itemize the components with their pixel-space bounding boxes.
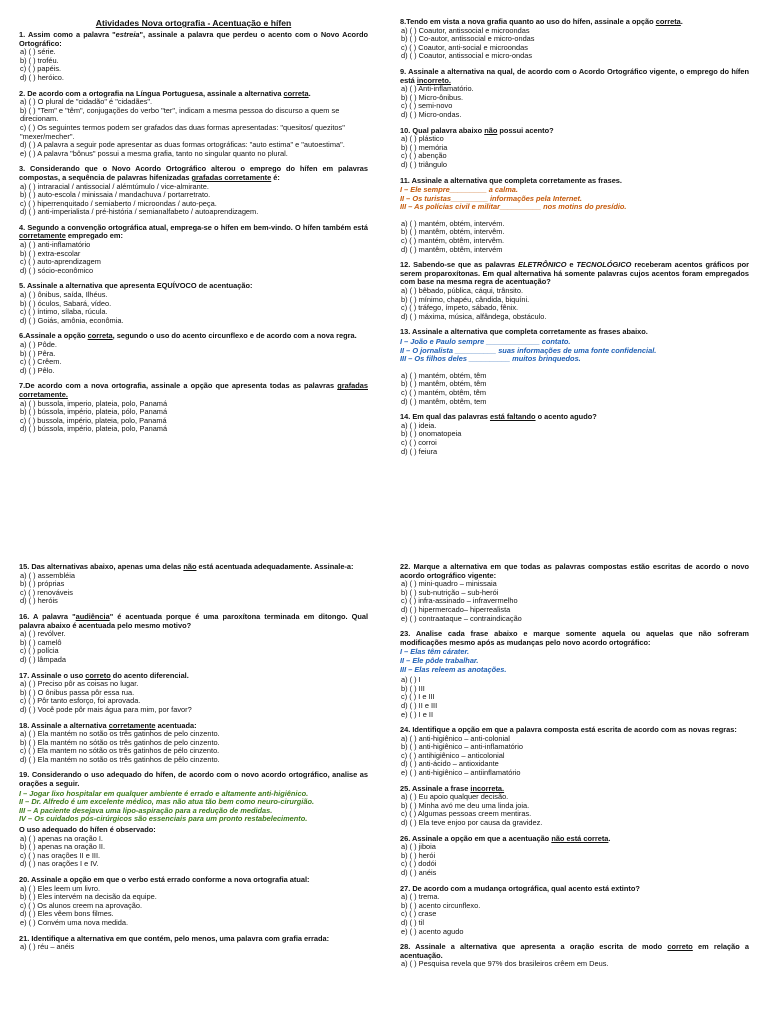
option-c[interactable]: c) ( ) Crêem. — [20, 357, 62, 367]
option-a[interactable]: a) ( ) réu – anéis — [20, 942, 75, 952]
option-a[interactable]: a) ( ) assembléia — [20, 570, 76, 580]
option-c[interactable]: c) ( ) mantém, obtêm, intervêm. — [401, 236, 505, 246]
option-a[interactable]: a) ( ) Pôde. — [20, 340, 57, 349]
option-a[interactable]: a) ( ) jiboia — [401, 842, 436, 852]
option-d[interactable]: d) ( ) Coautor, antissocial e micro-ondas — [401, 51, 533, 61]
column-bottom-left — [19, 563, 368, 959]
option-b[interactable]: b) ( ) mantêm, obtém, têm — [401, 379, 487, 389]
option-d[interactable]: d) ( ) Você pode pôr mais água para mim, por favor? — [20, 704, 192, 714]
option-c[interactable]: c) ( ) semi-novo — [401, 101, 453, 111]
option-a[interactable]: a) ( ) anti-higiênico – anti-colonial — [401, 733, 510, 743]
options — [400, 422, 749, 456]
option-e[interactable]: e) ( ) Convém uma nova medida. — [20, 917, 129, 927]
option-a[interactable]: a) ( ) Coautor, antissocial e microondas — [401, 25, 530, 35]
options — [400, 676, 749, 719]
option-b[interactable]: b) ( ) bússola, império, plateia, pólo, Panamá — [20, 407, 168, 417]
option-c[interactable]: c) ( ) I e III — [401, 692, 435, 702]
option-b[interactable]: b) ( ) Pêra. — [20, 348, 56, 358]
option-b[interactable]: b) ( ) Minha avó me deu uma linda joia. — [401, 800, 530, 810]
question-9: 9. Assinale a alternativa na qual, de acordo com o Acordo Ortográfico vigente, o emprego do hífen está incorreto. a) ( ) Anti-inflamatório. b) ( ) Micro-ônibus. c) ( ) semi-novo d) ( ) Micro-ondas. — [400, 66, 749, 119]
option-a[interactable]: a) ( ) Pesquisa revela que 97% dos brasileiros crêem em Deus. — [401, 959, 609, 969]
sentence: I – Jogar lixo hospitalar em qualquer ambiente é errado e altamente anti-higiênico. — [19, 788, 309, 798]
option-d[interactable]: d) ( ) mantêm, obtêm, intervém — [401, 244, 503, 254]
options — [400, 220, 749, 254]
question-21: 21. Identifique a alternativa em que contém, pelo menos, uma palavra com grafia errada: a) ( ) réu – anéis — [19, 935, 368, 952]
option-c[interactable]: c) ( ) Os alunos creem na aprovação. — [20, 900, 142, 910]
option-c[interactable]: c) ( ) hiperrenquitado / semiaberto / microondas / auto-peça. — [20, 198, 217, 208]
option-c[interactable]: c) ( ) polícia — [20, 646, 59, 656]
option-b[interactable]: b) ( ) memória — [401, 142, 448, 152]
option-d[interactable]: d) ( ) anéis — [401, 868, 437, 877]
question-1: 1. Assim como a palavra "estreia", assinale a palavra que perdeu o acento com o Novo Acordo Ortográfico: a) ( ) série. b) ( ) troféu. c) ( ) papéis. d) ( ) heróico. — [19, 30, 368, 82]
option-b[interactable]: b) ( ) sub-nutrição – sub-herói — [401, 587, 499, 597]
option-a[interactable]: a) ( ) bussola, imperio, plateia, polo, Panamá — [20, 398, 168, 408]
option-d[interactable]: d) ( ) Ela mantém no sotão os três gatinhos de pêlo cinzento. — [20, 754, 220, 764]
sentence: I – João e Paulo sempre _____________ contato. — [400, 337, 571, 346]
option-c[interactable]: c) ( ) Algumas pessoas creem mentiras. — [401, 809, 532, 819]
sentence: III – As polícias civil e militar__________ nos motins do presídio. — [400, 202, 627, 212]
option-b[interactable]: b) ( ) próprias — [20, 579, 65, 589]
option-a[interactable]: a) ( ) mantém, obtém, intervém. — [401, 218, 505, 228]
column-top-left — [19, 18, 368, 441]
option-d[interactable]: d) ( ) feiura — [401, 446, 438, 456]
options — [19, 291, 368, 325]
option-a[interactable]: a) ( ) Anti-inflamatório. — [401, 84, 474, 94]
option-b[interactable]: b) ( ) O ônibus passa pôr essa rua. — [20, 687, 135, 697]
option-b[interactable]: b) ( ) apenas na oração II. — [20, 842, 106, 852]
options — [19, 730, 368, 764]
option-e[interactable]: e) ( ) anti-higiênico – antiinflamatório — [401, 768, 521, 778]
options — [19, 183, 368, 217]
option-c[interactable]: c) ( ) papéis. — [20, 64, 62, 74]
sentence: II – Dr. Alfredo é um excelente médico, mas não atua tão bem como neuro-cirurgião. — [19, 797, 315, 807]
option-c[interactable]: c) ( ) abenção — [401, 151, 447, 161]
option-d[interactable]: d) ( ) heróis — [20, 596, 58, 606]
option-a[interactable]: a) ( ) Preciso pôr as coisas no lugar. — [20, 679, 139, 689]
question-10: 10. Qual palavra abaixo não possui acento? a) ( ) plástico b) ( ) memória c) ( ) abenção d) ( ) triângulo — [400, 127, 749, 170]
option-e[interactable]: e) ( ) contraataque – contraindicação — [401, 613, 522, 623]
option-a[interactable]: a) ( ) O plural de "cidadão" é "cidadães". — [20, 97, 153, 107]
sentence: III – Elas releem as anotações. — [400, 664, 507, 674]
options — [19, 572, 368, 606]
sentence: II – O jornalista __________ suas informações de uma fonte confidencial. — [400, 345, 657, 355]
option-c[interactable]: c) ( ) infra-assinado – infravermelho — [401, 596, 518, 606]
sentence: I – Ele sempre_________ a calma. — [400, 185, 518, 195]
options — [400, 85, 749, 119]
option-b[interactable]: b) ( ) "Tem" e "têm", conjugações do verbo "ter", indicam a mesma pessoa do discurso a quem se direcionam. — [20, 105, 340, 124]
option-d[interactable]: d) ( ) anti-imperialista / pré-história / semianalfabeto / autoaprendizagem. — [20, 207, 259, 217]
option-b[interactable]: b) ( ) Ela mantém no sótão os três gatinhos de pelo cinzento. — [20, 737, 220, 747]
options — [19, 835, 368, 869]
options — [400, 843, 749, 877]
option-d[interactable]: d) ( ) heróico. — [20, 72, 64, 82]
question-5: 5. Assinale a alternativa que apresenta EQUÍVOCO de acentuação: a) ( ) ônibus, saída, Ilhéus. b) ( ) óculos, Sabará, vídeo. c) ( ) íntimo, sílaba, rúcula. d) ( ) Goiás, amônia, econômia. — [19, 282, 368, 325]
option-b[interactable]: b) ( ) extra-escolar — [20, 248, 81, 258]
options — [19, 885, 368, 928]
option-d[interactable]: d) ( ) II e III — [401, 700, 438, 710]
sentences — [400, 648, 749, 674]
options — [19, 341, 368, 375]
option-b[interactable]: b) ( ) acento circunflexo. — [401, 900, 481, 910]
question-13: 13. Assinale a alternativa que completa corretamente as frases abaixo. I – João e Paulo sempre _____________ contato. II – O jornalista __________ suas informações de uma fonte confidencial. III – Os filhos deles __________ muitos brinquedos. a) ( ) mantém, obtém, têm b) ( ) mantêm, obtém, têm c) ( ) mantém, obtêm, têm d) ( ) mantêm, obtêm, tem — [400, 328, 749, 406]
option-a[interactable]: a) ( ) intraracial / antissocial / alémtúmulo / vice-almirante. — [20, 181, 209, 191]
option-a[interactable]: a) ( ) plástico — [401, 134, 444, 144]
question-11: 11. Assinale a alternativa que completa corretamente as frases. I – Ele sempre_________ a calma. II – Os turistas_________ informações pela Internet. III – As polícias civil e militar__________ nos motins do presídio. a) ( ) mantém, obtém, intervém. b) ( ) mantêm, obtém, intervêm. c) ( ) mantém, obtêm, intervêm. d) ( ) mantêm, obtêm, intervém — [400, 177, 749, 255]
options — [400, 580, 749, 623]
question-7: 7.De acordo com a nova ortografia, assinale a opção que apresenta todas as palavras grafadas corretamente. a) ( ) bussola, imperio, plateia, polo, Panamá b) ( ) bússola, império, plateia, pólo, Panamá c) ( ) bussola, império, plateia, polo, Panamá d) ( ) bússola, império, plateia, polo, Panamá — [19, 381, 368, 434]
options — [19, 680, 368, 714]
question-6: 6.Assinale a opção correta, segundo o uso do acento circunflexo e de acordo com a nova regra. a) ( ) Pôde. b) ( ) Pêra. c) ( ) Crêem. d) ( ) Pêlo. — [19, 332, 368, 375]
question-14: 14. Em qual das palavras está faltando o acento agudo? a) ( ) ideia. b) ( ) onomatopeia c) ( ) corroi d) ( ) feiura — [400, 413, 749, 456]
sentences — [400, 338, 749, 364]
option-e[interactable]: e) ( ) acento agudo — [401, 926, 464, 936]
option-c[interactable]: c) ( ) renováveis — [20, 587, 73, 597]
option-d[interactable]: d) ( ) A palavra a seguir pode apresentar as duas formas ortográficas: "auto estima" e "autoestima". — [20, 140, 345, 150]
option-a[interactable]: a) ( ) revólver. — [20, 629, 66, 639]
option-b[interactable]: b) ( ) camelô — [20, 637, 62, 647]
option-c[interactable]: c) ( ) mantém, obtêm, têm — [401, 387, 487, 397]
options — [400, 135, 749, 169]
options — [400, 27, 749, 61]
option-d[interactable]: d) ( ) nas orações I e IV. — [20, 859, 99, 869]
option-a[interactable]: a) ( ) bêbado, pública, cáqui, trânsito. — [401, 286, 524, 296]
option-e[interactable]: e) ( ) I e II — [401, 709, 434, 719]
option-b[interactable]: b) ( ) III — [401, 683, 425, 693]
options — [400, 960, 749, 969]
option-d[interactable]: d) ( ) bússola, império, plateia, polo, Panamá — [20, 424, 168, 434]
question-3: 3. Considerando que o Novo Acordo Ortográfico alterou o emprego do hífen em palavras compostas, a sequência de palavras hifenizadas grafadas corretamente é: a) ( ) intraracial / antissocial / alémtúmulo / vice-almirante. b) ( ) auto-escola / minissaia / mandachuva / portarretrato. c) ( ) hiperrenquitado / semiaberto / microondas / auto-peça. d) ( ) anti-imperialista / pré-história / semianalfabeto / autoaprendizagem. — [19, 164, 368, 217]
options — [400, 893, 749, 936]
option-a[interactable]: a) ( ) ideia. — [401, 420, 437, 430]
question-26: 26. Assinale a opção em que a acentuação não está correta. a) ( ) jiboia b) ( ) herói c) ( ) dodói d) ( ) anéis — [400, 835, 749, 878]
sentence: I – Elas têm cárater. — [400, 647, 470, 657]
option-a[interactable]: a) ( ) apenas na oração I. — [20, 833, 103, 843]
sentence: II – Os turistas_________ informações pela Internet. — [400, 193, 582, 203]
question-27: 27. De acordo com a mudança ortográfica, qual acento está extinto? a) ( ) trema. b) ( ) acento circunflexo. c) ( ) crase d) ( ) til e) ( ) acento agudo — [400, 885, 749, 937]
option-a[interactable]: a) ( ) Eu apoio qualquer decisão. — [401, 792, 509, 802]
option-d[interactable]: d) ( ) hipermercado– hiperrealista — [401, 604, 511, 614]
option-a[interactable]: a) ( ) anti-inflamatório — [20, 240, 91, 250]
option-b[interactable]: b) ( ) onomatopeia — [401, 429, 462, 439]
option-d[interactable]: d) ( ) anti-ácido – antioxidante — [401, 759, 499, 769]
sentence: IV – Os cuidados pós-cirúrgicos são essenciais para um pronto restabelecimento. — [19, 814, 308, 824]
question-4: 4. Segundo a convenção ortográfica atual, emprega-se o hífen em bem-vindo. O hífen também está corretamente empregado em: a) ( ) anti-inflamatório b) ( ) extra-escolar c) ( ) auto-aprendizagem d) ( ) sócio-econômico — [19, 222, 368, 275]
option-b[interactable]: b) ( ) Co-autor, antissocial e micro-ondas — [401, 34, 535, 44]
option-c[interactable]: c) ( ) auto-aprendizagem — [20, 257, 101, 267]
question-28: 28. Assinale a alternativa que apresenta a oração escrita de modo correto em relação a acentuação. a) ( ) Pesquisa revela que 97% dos brasileiros crêem em Deus. — [400, 942, 750, 969]
option-d[interactable]: d) ( ) lâmpada — [20, 654, 67, 664]
sentence: III – A paciente desejava uma lipo-aspiração para a redução de medidas. — [19, 805, 273, 815]
option-d[interactable]: d) ( ) Goiás, amônia, econômia. — [20, 315, 124, 325]
column-top-right — [400, 18, 749, 463]
question-24: 24. Identifique a opção em que a palavra composta está escrita de acordo com as novas regras: a) ( ) anti-higiênico – anti-colonial b) ( ) anti-higiênico – anti-inflamatório c) ( ) antihigiênico – anticolonial d) ( ) anti-ácido – antioxidante e) ( ) anti-higiênico – antiinflamatório — [400, 726, 749, 778]
options — [19, 98, 368, 158]
option-c[interactable]: c) ( ) Ela mantem no sótão os três gatinhos de pélo cinzento. — [20, 746, 220, 756]
option-d[interactable]: d) ( ) sócio-econômico — [20, 265, 94, 275]
option-d[interactable]: d) ( ) Pêlo. — [20, 365, 55, 375]
option-a[interactable]: a) ( ) I — [401, 675, 421, 685]
question-19: 19. Considerando o uso adequado do hífen, de acordo com o novo acordo ortográfico, analise as orações a seguir. I – Jogar lixo hospitalar em qualquer ambiente é errado e altamente anti-higiênico. II – Dr. Alfredo é um excelente médico, mas não atua tão bem como neuro-cirurgião. III – A paciente desejava uma lipo-aspiração para a redução de medidas. IV – Os cuidados pós-cirúrgicos são essenciais para um pronto restabelecimento. O uso adequado do hífen é observado: a) ( ) apenas na oração I. b) ( ) apenas na oração II. c) ( ) nas orações II e III. d) ( ) nas orações I e IV. — [19, 770, 368, 869]
option-d[interactable]: d) ( ) til — [401, 917, 424, 927]
question-17: 17. Assinale o uso correto do acento diferencial. a) ( ) Preciso pôr as coisas no lugar. b) ( ) O ônibus passa pôr essa rua. c) ( ) Pôr tanto esforço, foi aprovada. d) ( ) Você pode pôr mais água para mim, por favor? — [19, 672, 368, 715]
option-b[interactable]: b) ( ) troféu. — [20, 55, 59, 65]
option-a[interactable]: a) ( ) série. — [20, 47, 56, 57]
question-22: 22. Marque a alternativa em que todas as palavras compostas estão escritas de acordo o novo acordo ortográfico vigente: a) ( ) mini-quadro – minissaia b) ( ) sub-nutrição – sub-herói c) ( ) infra-assinado – infravermelho d) ( ) hipermercado– hiperrealista e) ( ) contraataque – contraindicação — [400, 562, 749, 623]
option-d[interactable]: d) ( ) mantêm, obtêm, tem — [401, 396, 487, 406]
option-b[interactable]: b) ( ) herói — [401, 850, 436, 860]
options — [19, 400, 368, 434]
question-19-prompt: O uso adequado do hífen é observado: — [19, 825, 156, 835]
sentence: III – Os filhos deles __________ muitos brinquedos. — [400, 354, 581, 364]
option-d[interactable]: d) ( ) máxima, música, alfândega, obstáculo. — [401, 311, 547, 321]
option-a[interactable]: a) ( ) Eles leem um livro. — [20, 883, 101, 893]
option-c[interactable]: c) ( ) nas orações II e III. — [20, 850, 101, 860]
option-c[interactable]: c) ( ) íntimo, sílaba, rúcula. — [20, 307, 108, 317]
option-e[interactable]: e) ( ) A palavra "bônus" possui a mesma grafia, tanto no singular quanto no plural. — [20, 148, 288, 158]
question-25: 25. Assinale a frase incorreta. a) ( ) Eu apoio qualquer decisão. b) ( ) Minha avó me deu uma linda joia. c) ( ) Algumas pessoas creem mentiras. d) ( ) Ela teve enjoo por causa da gravidez. — [400, 785, 749, 828]
option-c[interactable]: c) ( ) crase — [401, 909, 437, 919]
question-20: 20. Assinale a opção em que o verbo está errado conforme a nova ortografia atual: a) ( ) Eles leem um livro. b) ( ) Eles intervém na decisão da equipe. c) ( ) Os alunos creem na aprovação. d) ( ) Eles vêem bons filmes. e) ( ) Convém uma nova medida. — [19, 876, 368, 928]
option-d[interactable]: d) ( ) Micro-ondas. — [401, 109, 462, 119]
option-c[interactable]: c) ( ) Coautor, anti-social e microondas — [401, 42, 528, 52]
question-2: 2. De acordo com a ortografia na Língua Portuguesa, assinale a alternativa correta. a) ( ) O plural de "cidadão" é "cidadães". b) ( ) "Tem" e "têm", conjugações do verbo "ter", indicam a mesma pessoa do discurso a quem se direcionam. c) ( ) Os seguintes termos podem ser grafados das duas formas apresentadas: "quesitos/ quezitos" "mexer/mecher". d) ( ) A palavra a seguir pode apresentar as duas formas ortográficas: "auto estima" e "autoestima". e) ( ) A palavra "bônus" possui a mesma grafia, tanto no singular quanto no plural. — [19, 90, 368, 159]
option-b[interactable]: b) ( ) óculos, Sabará, vídeo. — [20, 298, 112, 308]
sentence: II – Ele pôde trabalhar. — [400, 655, 479, 665]
question-18: 18. Assinale a alternativa corretamente acentuada: a) ( ) Ela mantém no sotão os três gatinhos de pelo cinzento. b) ( ) Ela mantém no sótão os três gatinhos de pelo cinzento. c) ( ) Ela mantem no sótão os três gatinhos de pélo cinzento. d) ( ) Ela mantém no sotão os três gatinhos de pêlo cinzento. — [19, 722, 368, 765]
option-c[interactable]: c) ( ) corroi — [401, 437, 437, 447]
option-b[interactable]: b) ( ) Micro-ônibus. — [401, 92, 464, 102]
options — [400, 793, 749, 827]
question-12: 12. Sabendo-se que as palavras ELETRÔNICO e TECNOLÓGICO receberam acentos gráficos por serem proparoxítonas. Em qual alternativa há somente palavras cujos acentos foram empregados com base na mesma regra de acentuação? a) ( ) bêbado, pública, cáqui, trânsito. b) ( ) mínimo, chapéu, cândida, biquíni. c) ( ) tráfego, ímpeto, sábado, fênix. d) ( ) máxima, música, alfândega, obstáculo. — [400, 260, 749, 321]
option-d[interactable]: d) ( ) Ela teve enjoo por causa da gravidez. — [401, 818, 543, 828]
option-d[interactable]: d) ( ) Eles vêem bons filmes. — [20, 909, 114, 919]
option-a[interactable]: a) ( ) Ela mantém no sotão os três gatinhos de pelo cinzento. — [20, 729, 220, 739]
option-c[interactable]: c) ( ) bussola, império, plateia, polo, Panamá — [20, 415, 167, 425]
options — [19, 943, 368, 952]
option-a[interactable]: a) ( ) mantém, obtém, têm — [401, 370, 487, 380]
option-a[interactable]: a) ( ) mini-quadro – minissaia — [401, 579, 497, 589]
option-c[interactable]: c) ( ) Os seguintes termos podem ser grafados das duas formas apresentadas: "quesitos/ quezitos" "mexer/mecher". — [20, 122, 345, 141]
column-bottom-right — [400, 563, 749, 976]
option-b[interactable]: b) ( ) mantêm, obtém, intervêm. — [401, 227, 505, 237]
question-15: 15. Das alternativas abaixo, apenas uma delas não está acentuada adequadamente. Assinale-a: a) ( ) assembléia b) ( ) próprias c) ( ) renováveis d) ( ) heróis — [19, 563, 368, 606]
option-c[interactable]: c) ( ) Pôr tanto esforço, foi aprovada. — [20, 696, 141, 706]
option-b[interactable]: b) ( ) auto-escola / minissaia / mandachuva / portarretrato. — [20, 190, 211, 200]
options — [19, 48, 368, 82]
option-c[interactable]: c) ( ) tráfego, ímpeto, sábado, fênix. — [401, 303, 519, 313]
sentences — [19, 790, 368, 824]
option-c[interactable]: c) ( ) dodói — [401, 859, 437, 869]
option-b[interactable]: b) ( ) anti-higiênico – anti-inflamatório — [401, 742, 523, 752]
options — [400, 735, 749, 778]
question-16: 16. A palavra "audiência" é acentuada porque é uma paroxítona terminada em ditongo. Qual palavra abaixo é acentuada pelo mesmo motivo? a) ( ) revólver. b) ( ) camelô c) ( ) polícia d) ( ) lâmpada — [19, 611, 368, 664]
option-d[interactable]: d) ( ) triângulo — [401, 159, 448, 169]
option-a[interactable]: a) ( ) trema. — [401, 892, 440, 902]
option-b[interactable]: b) ( ) Eles intervém na decisão da equipe. — [20, 892, 157, 902]
page-title: Atividades Nova ortografia - Acentuação e hífen — [95, 18, 292, 28]
sentences — [400, 186, 749, 212]
options — [400, 287, 749, 321]
options — [19, 241, 368, 275]
option-b[interactable]: b) ( ) mínimo, chapéu, cândida, biquíni. — [401, 294, 530, 304]
option-c[interactable]: c) ( ) antihigiênico – anticolonial — [401, 750, 505, 760]
question-23: 23. Analise cada frase abaixo e marque somente aquela ou aquelas que não sofreram modificações mesmo após as mudanças pelo novo acordo ortográfico: I – Elas têm cárater. II – Ele pôde trabalhar. III – Elas releem as anotações. a) ( ) I b) ( ) III c) ( ) I e III d) ( ) II e III e) ( ) I e II — [400, 629, 749, 719]
option-a[interactable]: a) ( ) ônibus, saída, Ilhéus. — [20, 290, 108, 300]
question-8: 8.Tendo em vista a nova grafia quanto ao uso do hífen, assinale a opção correta. a) ( ) Coautor, antissocial e microondas b) ( ) Co-autor, antissocial e micro-ondas c) ( ) Coautor, anti-social e microondas d) ( ) Coautor, antissocial e micro-ondas — [400, 18, 749, 61]
options — [400, 372, 749, 406]
options — [19, 630, 368, 664]
